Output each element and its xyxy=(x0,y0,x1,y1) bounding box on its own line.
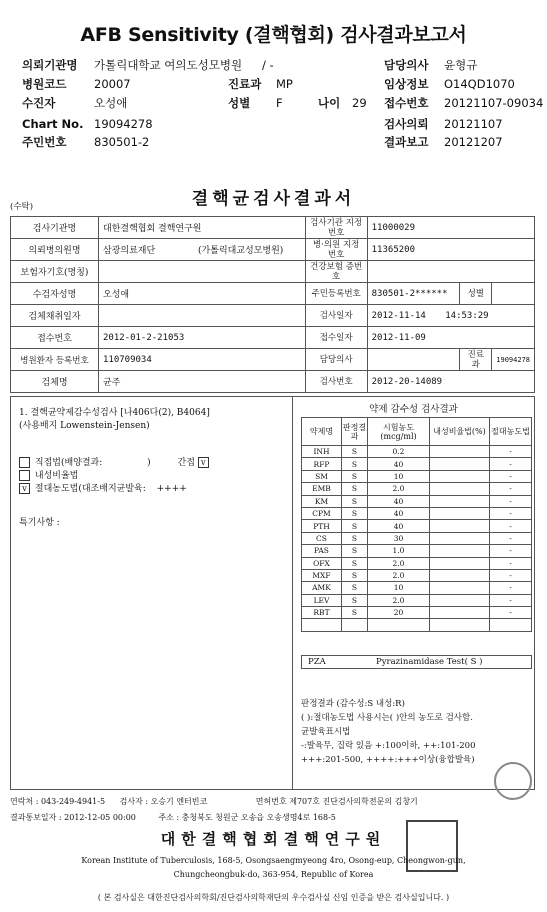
direct-label: 직접법(배양결과: xyxy=(34,458,103,468)
sensitivity-cell-result: S xyxy=(342,582,368,594)
insurer-label: 보험자기호(명칭) xyxy=(11,261,99,283)
sensitivity-cell-result: S xyxy=(342,557,368,569)
sensitivity-cell-drug: EMB xyxy=(302,483,342,495)
receipt-date-label: 접수일자 xyxy=(305,327,367,349)
sensitivity-cell-drug: PTH xyxy=(302,520,342,532)
sensitivity-cell-ratio xyxy=(430,446,490,458)
col-drug: 약제명 xyxy=(302,418,342,446)
interp-line: 판정결과 (감수성:S 내성:R) xyxy=(301,699,405,709)
sensitivity-cell-result: S xyxy=(342,495,368,507)
hospital-no-label: 병·의원 지정번호 xyxy=(305,239,367,261)
sensitivity-cell-drug: INH xyxy=(302,446,342,458)
sensitivity-cell-result: S xyxy=(342,594,368,606)
name-value: 오성애 xyxy=(99,283,306,305)
sensitivity-cell-drug: SM xyxy=(302,470,342,482)
sensitivity-cell-result: S xyxy=(342,545,368,557)
specimen-label: 검체명 xyxy=(11,371,99,393)
certificate-info-table xyxy=(10,216,535,393)
label-clinical-info: 임상정보 xyxy=(384,77,429,91)
sensitivity-cell-result: S xyxy=(342,483,368,495)
sensitivity-table xyxy=(301,417,532,632)
sensitivity-cell-drug: CPM xyxy=(302,507,342,519)
value-report-date: 20121207 xyxy=(444,135,503,149)
label-receipt-no: 접수번호 xyxy=(384,96,429,110)
result-body xyxy=(10,396,535,790)
name-label: 수검자성명 xyxy=(11,283,99,305)
sensitivity-cell-abs: - xyxy=(490,470,532,482)
absolute-conc-checkbox[interactable]: v xyxy=(19,483,30,494)
hospital-no-value: 11365200 xyxy=(367,239,534,261)
receipt-no-value: 2012-01-2-21053 xyxy=(99,327,306,349)
medium-line: (사용배지 Lowenstein-Jensen) xyxy=(19,421,150,431)
sensitivity-cell-result: S xyxy=(342,470,368,482)
sensitivity-cell-abs: - xyxy=(490,582,532,594)
footer-license: 면허번호 제707호 진단검사의학전문의 김창기 xyxy=(255,797,418,806)
sensitivity-row xyxy=(302,483,532,495)
agency-label: 검사기관명 xyxy=(11,217,99,239)
value-chart-no: 19094278 xyxy=(94,117,153,131)
label-hospital-code: 병원코드 xyxy=(22,77,67,91)
accreditation-notice: ( 본 검사실은 대한진단검사의학회/진단검사의학재단의 우수검사실 신임 인증을 받은 검사실입니다. ) xyxy=(97,893,450,902)
dept-label: 진료과 xyxy=(460,349,492,371)
sensitivity-cell-abs: - xyxy=(490,557,532,569)
sensitivity-row xyxy=(302,619,532,631)
col-ratio: 내성비율법(%) xyxy=(430,418,490,446)
test-no-value: 2012-20-14089 xyxy=(367,371,534,393)
test-method-pane xyxy=(11,397,293,789)
interp-line: -:발육무, 집락 있음 +:100이하, ++:101-200 xyxy=(301,741,476,751)
sensitivity-cell-abs: - xyxy=(490,569,532,581)
sensitivity-row xyxy=(302,458,532,470)
label-age: 나이 xyxy=(318,96,341,110)
sensitivity-row xyxy=(302,470,532,482)
sensitivity-cell-abs: - xyxy=(490,446,532,458)
pza-label: PZA xyxy=(308,657,326,667)
consignment-tag: (수탁) xyxy=(10,202,34,212)
footer-report xyxy=(10,812,336,823)
sensitivity-cell-drug xyxy=(302,619,342,631)
sensitivity-cell-ratio xyxy=(430,507,490,519)
sensitivity-cell-ratio xyxy=(430,458,490,470)
absolute-conc-row xyxy=(19,481,187,494)
sensitivity-cell-conc: 1.0 xyxy=(368,545,430,557)
reg-no-value: 110709034 xyxy=(99,349,306,371)
receipt-date-value: 2012-11-09 xyxy=(367,327,534,349)
collect-value xyxy=(99,305,306,327)
sensitivity-cell-abs: - xyxy=(490,607,532,619)
sensitivity-row xyxy=(302,557,532,569)
hospital-cell xyxy=(99,239,306,261)
label-request-date: 검사의뢰 xyxy=(384,117,429,131)
label-report-date: 결과보고 xyxy=(384,135,429,149)
footer-inspector: 검사자 : 오승기 엔터빈코 xyxy=(119,797,208,806)
sensitivity-cell-result: S xyxy=(342,507,368,519)
sensitivity-cell-abs: - xyxy=(490,520,532,532)
sensitivity-cell-ratio xyxy=(430,483,490,495)
hospital-value: 삼광의료재단 xyxy=(103,246,156,256)
sensitivity-cell-result: S xyxy=(342,532,368,544)
sensitivity-cell-drug: KM xyxy=(302,495,342,507)
sex-label: 성별 xyxy=(460,283,492,305)
sensitivity-cell-conc: 0.2 xyxy=(368,446,430,458)
sensitivity-row xyxy=(302,507,532,519)
specimen-value: 균주 xyxy=(99,371,306,393)
scanned-certificate xyxy=(6,172,541,910)
sensitivity-cell-conc: 2.0 xyxy=(368,569,430,581)
sensitivity-cell-conc: 40 xyxy=(368,520,430,532)
label-doctor: 담당의사 xyxy=(384,58,429,72)
sensitivity-row xyxy=(302,582,532,594)
sensitivity-cell-result: S xyxy=(342,520,368,532)
dept-value: 19094278 xyxy=(492,349,535,371)
sensitivity-cell-result: S xyxy=(342,607,368,619)
patient-header xyxy=(0,56,547,156)
value-resident-no: 830501-2 xyxy=(94,135,150,149)
sensitivity-cell-result: S xyxy=(342,458,368,470)
control-growth-value: ++++ xyxy=(156,484,187,494)
sensitivity-cell-ratio xyxy=(430,520,490,532)
sensitivity-cell-conc: 2.0 xyxy=(368,557,430,569)
value-hospital-code: 20007 xyxy=(94,77,131,91)
indirect-checkbox[interactable]: v xyxy=(198,457,209,468)
footer-contact xyxy=(10,796,418,807)
sensitivity-row xyxy=(302,545,532,557)
resistance-ratio-checkbox[interactable] xyxy=(19,470,30,481)
interp-line: 균발육표시법 xyxy=(301,727,351,737)
label-sex: 성별 xyxy=(228,96,251,110)
sensitivity-cell-abs xyxy=(490,619,532,631)
test-date-label: 검사일자 xyxy=(305,305,367,327)
sensitivity-cell-abs: - xyxy=(490,507,532,519)
sensitivity-cell-ratio xyxy=(430,594,490,606)
sensitivity-cell-ratio xyxy=(430,545,490,557)
sensitivity-cell-abs: - xyxy=(490,458,532,470)
collect-label: 검체채취일자 xyxy=(11,305,99,327)
sensitivity-cell-abs: - xyxy=(490,532,532,544)
sensitivity-cell-ratio xyxy=(430,532,490,544)
sensitivity-cell-conc: 20 xyxy=(368,607,430,619)
sensitivity-cell-drug: OFX xyxy=(302,557,342,569)
hospital-label: 의뢰병의원명 xyxy=(11,239,99,261)
sensitivity-cell-conc: 40 xyxy=(368,507,430,519)
sensitivity-row xyxy=(302,607,532,619)
value-clinical-info: O14QD1070 xyxy=(444,77,515,91)
sensitivity-cell-drug: AMK xyxy=(302,582,342,594)
direct-method-row xyxy=(19,455,211,468)
association-logo xyxy=(494,762,532,800)
sensitivity-cell-conc: 10 xyxy=(368,582,430,594)
sensitivity-cell-ratio xyxy=(430,569,490,581)
agency-no-label: 검사기관 지정번호 xyxy=(305,217,367,239)
sensitivity-cell-result: S xyxy=(342,569,368,581)
sensitivity-cell-drug: CS xyxy=(302,532,342,544)
sensitivity-cell-conc: 40 xyxy=(368,495,430,507)
sensitivity-cell-conc: 40 xyxy=(368,458,430,470)
rrn-value: 830501-2****** xyxy=(367,283,460,305)
col-result: 판정결과 xyxy=(342,418,368,446)
sensitivity-row xyxy=(302,446,532,458)
sensitivity-title: 약제 감수성 검사결과 xyxy=(369,404,458,415)
pza-row xyxy=(301,655,532,669)
sensitivity-cell-ratio xyxy=(430,619,490,631)
label-resident-no: 주민번호 xyxy=(22,135,67,149)
value-receipt-no: 20121107-09034 xyxy=(444,96,544,110)
sensitivity-row xyxy=(302,569,532,581)
sensitivity-cell-result: S xyxy=(342,446,368,458)
footer-tel: 연락처 : 043-249-4941-5 xyxy=(10,797,106,806)
test-item-line: 1. 결핵균약제감수성검사 [나406다(2), B4064] xyxy=(19,408,210,418)
interpretation-notes xyxy=(301,697,536,767)
direct-checkbox[interactable] xyxy=(19,457,30,468)
value-department: MP xyxy=(276,77,293,91)
sensitivity-cell-result xyxy=(342,619,368,631)
footer-report-time: 결과통보일자 : 2012-12-05 00:00 xyxy=(10,813,136,822)
value-institution-sub: / - xyxy=(262,58,274,72)
col-absolute: 절대농도법 xyxy=(490,418,532,446)
sensitivity-cell-drug: MXF xyxy=(302,569,342,581)
test-no-label: 검사번호 xyxy=(305,371,367,393)
sensitivity-cell-drug: RBT xyxy=(302,607,342,619)
test-time-value: 14:53:29 xyxy=(445,310,489,321)
absolute-conc-label: 절대농도법(대조배지균발육: xyxy=(34,484,146,494)
doctor-label: 담당의사 xyxy=(305,349,367,371)
interp-line: +++:201-500, ++++:+++이상(융합발육) xyxy=(301,755,475,765)
sensitivity-cell-ratio xyxy=(430,582,490,594)
report-title: AFB Sensitivity (결핵협회) 검사결과보고서 xyxy=(80,24,467,46)
footer-address: 주소 : 충청북도 청원군 오송읍 오송생명4로 168-5 xyxy=(158,813,336,822)
insurer-no-value xyxy=(367,261,534,283)
value-sex: F xyxy=(276,96,283,110)
sensitivity-cell-ratio xyxy=(430,470,490,482)
agency-no-value: 11000029 xyxy=(367,217,534,239)
sensitivity-row xyxy=(302,495,532,507)
insurer-no-label: 건강보험 증번호 xyxy=(305,261,367,283)
organization-name: 대한결핵협회결핵연구원 xyxy=(160,830,387,848)
sensitivity-rows xyxy=(302,446,532,632)
sensitivity-cell-abs: - xyxy=(490,545,532,557)
value-institution: 가톨릭대학교 여의도성모병원 xyxy=(94,58,243,72)
agency-value: 대한결핵협회 결핵연구원 xyxy=(99,217,306,239)
remarks-label: 특기사항 : xyxy=(19,518,60,528)
label-patient: 수진자 xyxy=(22,96,56,110)
sensitivity-cell-abs: - xyxy=(490,483,532,495)
insurer-value xyxy=(99,261,306,283)
sensitivity-cell-conc xyxy=(368,619,430,631)
test-date-value: 2012-11-14 xyxy=(371,310,426,321)
sensitivity-cell-conc: 10 xyxy=(368,470,430,482)
sensitivity-row xyxy=(302,532,532,544)
test-date-cell xyxy=(367,305,534,327)
english-address-2: Chungcheongbuk-do, 363-954, Republic of Korea xyxy=(173,870,374,879)
sensitivity-row xyxy=(302,520,532,532)
direct-close: ) xyxy=(147,458,151,468)
sex-value xyxy=(492,283,535,305)
doctor-value xyxy=(367,349,460,371)
col-conc: 시험농도(mcg/ml) xyxy=(368,418,430,446)
pza-result: Pyrazinamidase Test( S ) xyxy=(376,657,483,667)
certificate-title: 결핵균검사결과서 xyxy=(191,189,356,209)
hospital-sub: (가톨릭대교성모병원) xyxy=(198,246,284,256)
value-doctor: 윤형규 xyxy=(444,58,478,72)
sensitivity-cell-ratio xyxy=(430,495,490,507)
sensitivity-cell-conc: 30 xyxy=(368,532,430,544)
sensitivity-cell-drug: LEV xyxy=(302,594,342,606)
value-request-date: 20121107 xyxy=(444,117,503,131)
value-age: 29 xyxy=(352,96,367,110)
reg-no-label: 병원환자 등록번호 xyxy=(11,349,99,371)
label-department: 진료과 xyxy=(228,77,262,91)
sensitivity-cell-ratio xyxy=(430,557,490,569)
indirect-label: 간접 xyxy=(177,458,195,468)
sensitivity-cell-abs: - xyxy=(490,495,532,507)
sensitivity-row xyxy=(302,594,532,606)
label-chart-no: Chart No. xyxy=(22,117,84,131)
sensitivity-cell-drug: RFP xyxy=(302,458,342,470)
interp-line: ( ):절대농도법 사용시는( )안의 농도로 검사함. xyxy=(301,713,473,723)
label-institution: 의뢰기관명 xyxy=(22,58,78,72)
resistance-ratio-label: 내성비율법 xyxy=(34,471,79,481)
sensitivity-cell-drug: PAS xyxy=(302,545,342,557)
resistance-ratio-row xyxy=(19,468,78,481)
english-address-1: Korean Institute of Tuberculosis, 168-5, Osongsaengmyeong 4ro, Osong-eup, Cheongwon-gun, xyxy=(81,856,466,865)
sensitivity-cell-conc: 2.0 xyxy=(368,594,430,606)
value-patient: 오성애 xyxy=(94,96,128,110)
sensitivity-cell-ratio xyxy=(430,607,490,619)
receipt-no-label: 접수번호 xyxy=(11,327,99,349)
sensitivity-cell-abs: - xyxy=(490,594,532,606)
sensitivity-cell-conc: 2.0 xyxy=(368,483,430,495)
rrn-label: 주민등록번호 xyxy=(305,283,367,305)
